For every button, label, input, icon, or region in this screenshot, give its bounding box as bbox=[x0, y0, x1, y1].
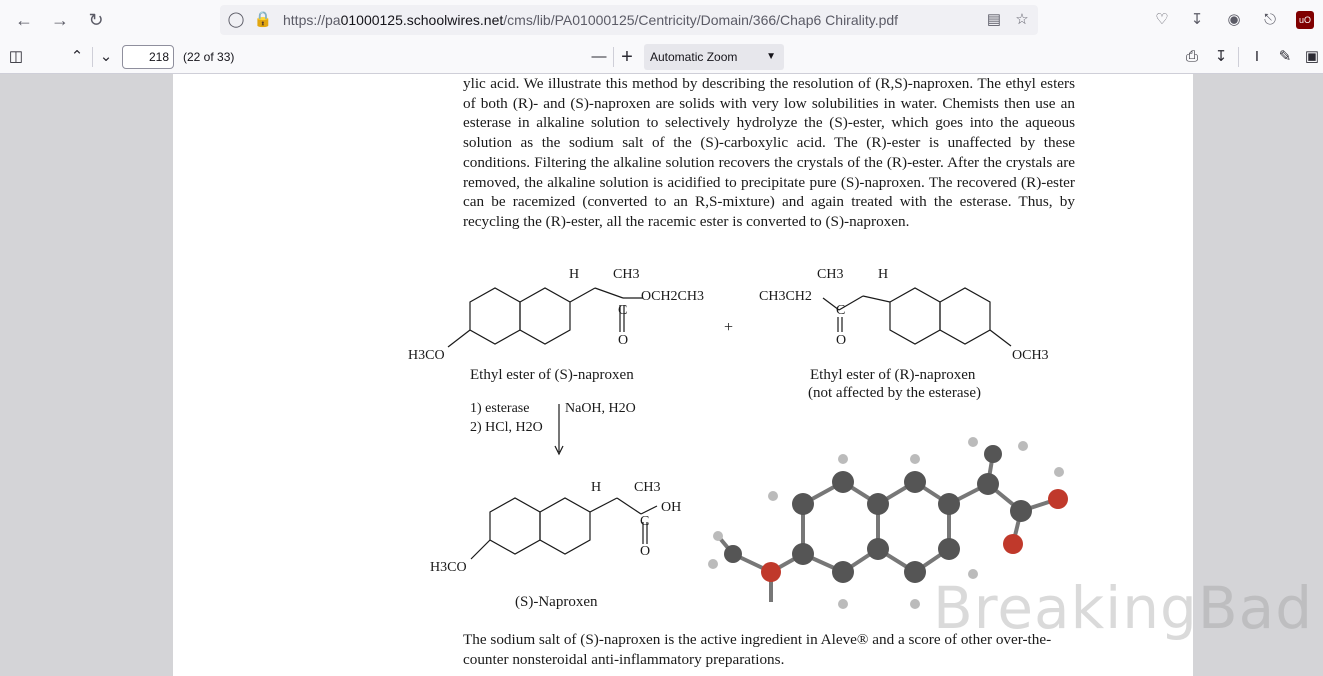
url-text[interactable]: https://pa01000125.schoolwires.net/cms/lib/PA01000125/Centricity/Domain/366/Chap6 Chirality.pdf bbox=[283, 12, 899, 28]
product-h: H bbox=[591, 480, 602, 495]
s-ester-caption: Ethyl ester of (S)-naproxen bbox=[470, 367, 634, 383]
product-ch3: CH3 bbox=[634, 480, 661, 495]
zoom-in-icon[interactable]: + bbox=[621, 46, 633, 68]
r-ester-c: C bbox=[836, 303, 846, 318]
pdf-viewer[interactable] bbox=[0, 74, 1323, 676]
product-o: O bbox=[640, 544, 651, 559]
separator bbox=[613, 47, 614, 67]
r-ester-och3: OCH3 bbox=[1012, 348, 1049, 363]
page-count: (22 of 33) bbox=[183, 50, 235, 64]
forward-icon[interactable]: → bbox=[51, 10, 69, 30]
draw-icon[interactable]: ✎ bbox=[1278, 48, 1292, 65]
product-oh: OH bbox=[661, 500, 682, 515]
account-icon[interactable]: ◉ bbox=[1227, 11, 1241, 28]
s-ester-h: H bbox=[569, 267, 580, 282]
save-icon[interactable]: ↧ bbox=[1214, 48, 1228, 65]
plus-sign: + bbox=[724, 319, 734, 336]
s-ester-ring-left bbox=[470, 288, 520, 344]
r-ester-caption: Ethyl ester of (R)-naproxen bbox=[810, 367, 976, 383]
r-ester-ch3: CH3 bbox=[817, 267, 844, 282]
pdf-toolbar bbox=[0, 41, 1323, 74]
separator bbox=[1238, 47, 1239, 67]
sidebar-toggle-icon[interactable]: ◫ bbox=[8, 48, 24, 65]
product-h3co: H3CO bbox=[430, 560, 467, 575]
reader-view-icon[interactable]: ▤ bbox=[986, 11, 1002, 28]
previous-page-icon[interactable]: ⌃ bbox=[70, 48, 84, 65]
s-ester-h3co: H3CO bbox=[408, 348, 445, 363]
reaction-step-1: 1) esterase bbox=[470, 401, 530, 416]
bookmark-star-icon[interactable]: ☆ bbox=[1015, 11, 1029, 28]
zoom-select[interactable]: Automatic Zoom ▼ bbox=[644, 44, 784, 70]
browser-toolbar bbox=[0, 0, 1323, 42]
print-icon[interactable]: ⎙ bbox=[1185, 48, 1198, 65]
s-ester-och2ch3: OCH2CH3 bbox=[641, 289, 705, 304]
reaction-reagent: NaOH, H2O bbox=[565, 401, 636, 416]
r-ester-o: O bbox=[836, 333, 847, 348]
pocket-icon[interactable]: ♡ bbox=[1155, 11, 1169, 28]
ublock-icon[interactable]: uO bbox=[1296, 11, 1314, 29]
footer-paragraph: The sodium salt of (S)-naproxen is the active ingredient in Aleve® and a score of other over-the-counter nonsteroidal anti-inflammatory preparations. bbox=[463, 631, 1052, 668]
s-ester-o: O bbox=[618, 333, 629, 348]
extensions-icon[interactable]: ⎋ bbox=[1264, 11, 1276, 28]
product-caption: (S)-Naproxen bbox=[515, 594, 598, 610]
url-bar[interactable] bbox=[220, 5, 1038, 35]
r-ester-ch3ch2: CH3CH2 bbox=[759, 289, 812, 304]
r-ester-caption-note: (not affected by the esterase) bbox=[808, 385, 981, 401]
body-paragraph: ylic acid. We illustrate this method by describing the resolution of (R,S)-naproxen. The ethyl esters of both (R)- and (S)-naproxen are solids with very low solubilities in water. Chemists then use an esterase in alkaline solution to selectively hydrolyze the (S)-ester, which goes into the aqueous solution as the sodium salt of the (S)-carboxylic acid. The (R)-ester is unaffected by these conditions. Filtering the alkaline solution recovers the crystals of the (R)-ester. After the crystals are removed, the alkaline solution is acidified to precipitate pure (S)-naproxen. The recovered (R)-ester can be racemized (converted to an R,S-mixture) and again treated with the esterase. Thus, by recycling the (R)-ester, all the racemic ester is converted to (S)-naproxen. bbox=[463, 75, 1075, 230]
page-number-input[interactable]: 218 bbox=[122, 45, 174, 69]
reaction-step-2: 2) HCl, H2O bbox=[470, 420, 543, 435]
separator bbox=[92, 47, 93, 67]
zoom-out-icon[interactable]: — bbox=[591, 48, 607, 65]
download-icon[interactable]: ↧ bbox=[1190, 11, 1204, 28]
lock-icon[interactable]: 🔒 bbox=[253, 11, 273, 28]
r-ester-h: H bbox=[878, 267, 889, 282]
s-ester-c: C bbox=[618, 303, 628, 318]
pdf-page bbox=[173, 74, 1314, 676]
watermark: BreakingBad bbox=[933, 574, 1314, 642]
product-c: C bbox=[640, 514, 650, 529]
s-ester-ch3: CH3 bbox=[613, 267, 640, 282]
shield-icon[interactable]: ◯ bbox=[227, 11, 245, 28]
back-icon[interactable]: ← bbox=[15, 10, 33, 30]
image-icon[interactable]: ▣ bbox=[1304, 48, 1320, 65]
text-tool-icon[interactable]: I bbox=[1254, 48, 1260, 65]
s-ester-ring-right bbox=[520, 288, 570, 344]
next-page-icon[interactable]: ⌄ bbox=[99, 48, 113, 65]
reload-icon[interactable]: ↻ bbox=[88, 10, 104, 30]
